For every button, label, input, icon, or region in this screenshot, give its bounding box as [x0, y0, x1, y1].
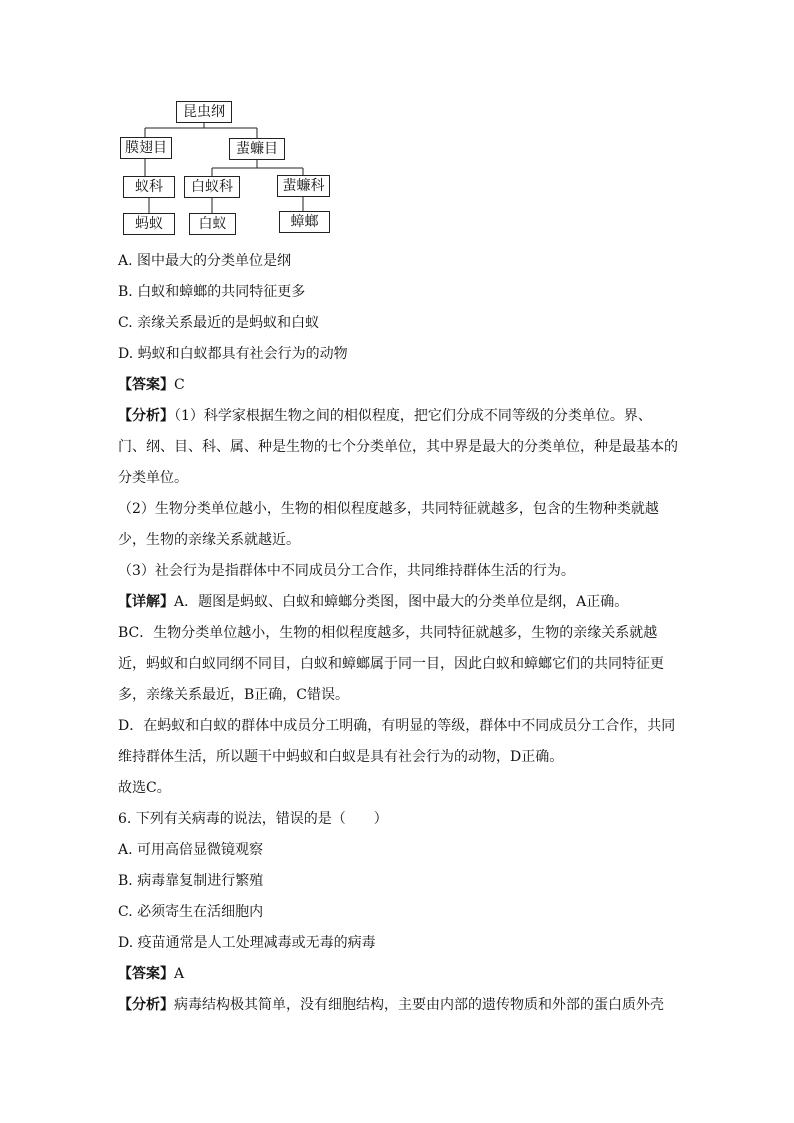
node-family-blattidae: 蜚蠊科: [277, 175, 330, 197]
node-class-insecta: 昆虫纲: [176, 101, 232, 123]
node-family-formicidae: 蚁科: [123, 176, 175, 198]
classification-tree: [0, 0, 794, 240]
q5-answer-label: 【答案】: [118, 377, 174, 393]
q5-detail-label: 【详解】: [118, 594, 174, 610]
q5-analysis-label: 【分析】: [118, 408, 174, 424]
q6-option-c: C. 必须寄生在活细胞内: [118, 904, 264, 920]
q6-analysis: 【分析】病毒结构极其简单，没有细胞结构，主要由内部的遗传物质和外部的蛋白质外壳: [118, 997, 664, 1013]
node-species-termite: 白蚁: [189, 213, 236, 235]
q5-analysis-3: （3）社会行为是指群体中不同成员分工合作，共同维持群体生活的行为。: [118, 563, 575, 579]
q6-analysis-label: 【分析】: [118, 997, 174, 1013]
q5-detail-a: 【详解】A．题图是蚂蚁、白蚁和蟑螂分类图，图中最大的分类单位是纲，A正确。: [118, 594, 629, 610]
q6-stem: 6. 下列有关病毒的说法，错误的是（ ）: [118, 811, 388, 827]
q5-conclusion: 故选C。: [118, 780, 171, 796]
node-family-termitidae: 白蚁科: [184, 176, 240, 198]
q6-option-a: A. 可用高倍显微镜观察: [118, 842, 264, 858]
q5-option-b: B. 白蚁和蟑螂的共同特征更多: [118, 284, 306, 300]
tree-connectors: [0, 0, 794, 240]
q6-answer: [118, 959, 678, 990]
node-order-blattodea: 蜚蠊目: [229, 138, 285, 160]
question-content: [118, 246, 678, 1021]
q5-answer-value: C: [174, 377, 185, 393]
q6-option-d: D. 疫苗通常是人工处理减毒或无毒的病毒: [118, 935, 376, 951]
node-order-hymenoptera: 膜翅目: [120, 137, 172, 159]
node-species-ant: 蚂蚁: [123, 213, 175, 235]
q6-answer-label: 【答案】: [118, 966, 174, 982]
q6-answer-value: A: [174, 966, 185, 982]
q6-option-b: B. 病毒靠复制进行繁殖: [118, 873, 264, 889]
q5-option-d: D. 蚂蚁和白蚁都具有社会行为的动物: [118, 346, 348, 362]
q5-answer: [118, 370, 678, 401]
q5-analysis-2: （2）生物分类单位越小，生物的相似程度越多，共同特征就越多，包含的生物种类就越少，生物的亲缘关系就越近。: [118, 501, 659, 548]
q5-analysis-1: 【分析】（1）科学家根据生物之间的相似程度，把它们分成不同等级的分类单位。界、门、纲、目、科、属、种是生物的七个分类单位，其中界是最大的分类单位，种是最基本的分类单位。: [118, 408, 678, 486]
q5-detail-d: D．在蚂蚁和白蚁的群体中成员分工明确，有明显的等级，群体中不同成员分工合作，共同维持群体生活，所以题干中蚂蚁和白蚁是具有社会行为的动物，D正确。: [118, 718, 676, 765]
q5-option-a: A. 图中最大的分类单位是纲: [118, 253, 292, 269]
node-species-cockroach: 蟑螂: [279, 211, 330, 233]
q5-option-c: C. 亲缘关系最近的是蚂蚁和白蚁: [118, 315, 320, 331]
q5-detail-bc: BC．生物分类单位越小，生物的相似程度越多，共同特征就越多，生物的亲缘关系就越近，蚂蚁和白蚁同纲不同目，白蚁和蟑螂属于同一目，因此白蚁和蟑螂它们的共同特征更多，亲缘关系最近，B正确，C错误。: [118, 625, 664, 703]
